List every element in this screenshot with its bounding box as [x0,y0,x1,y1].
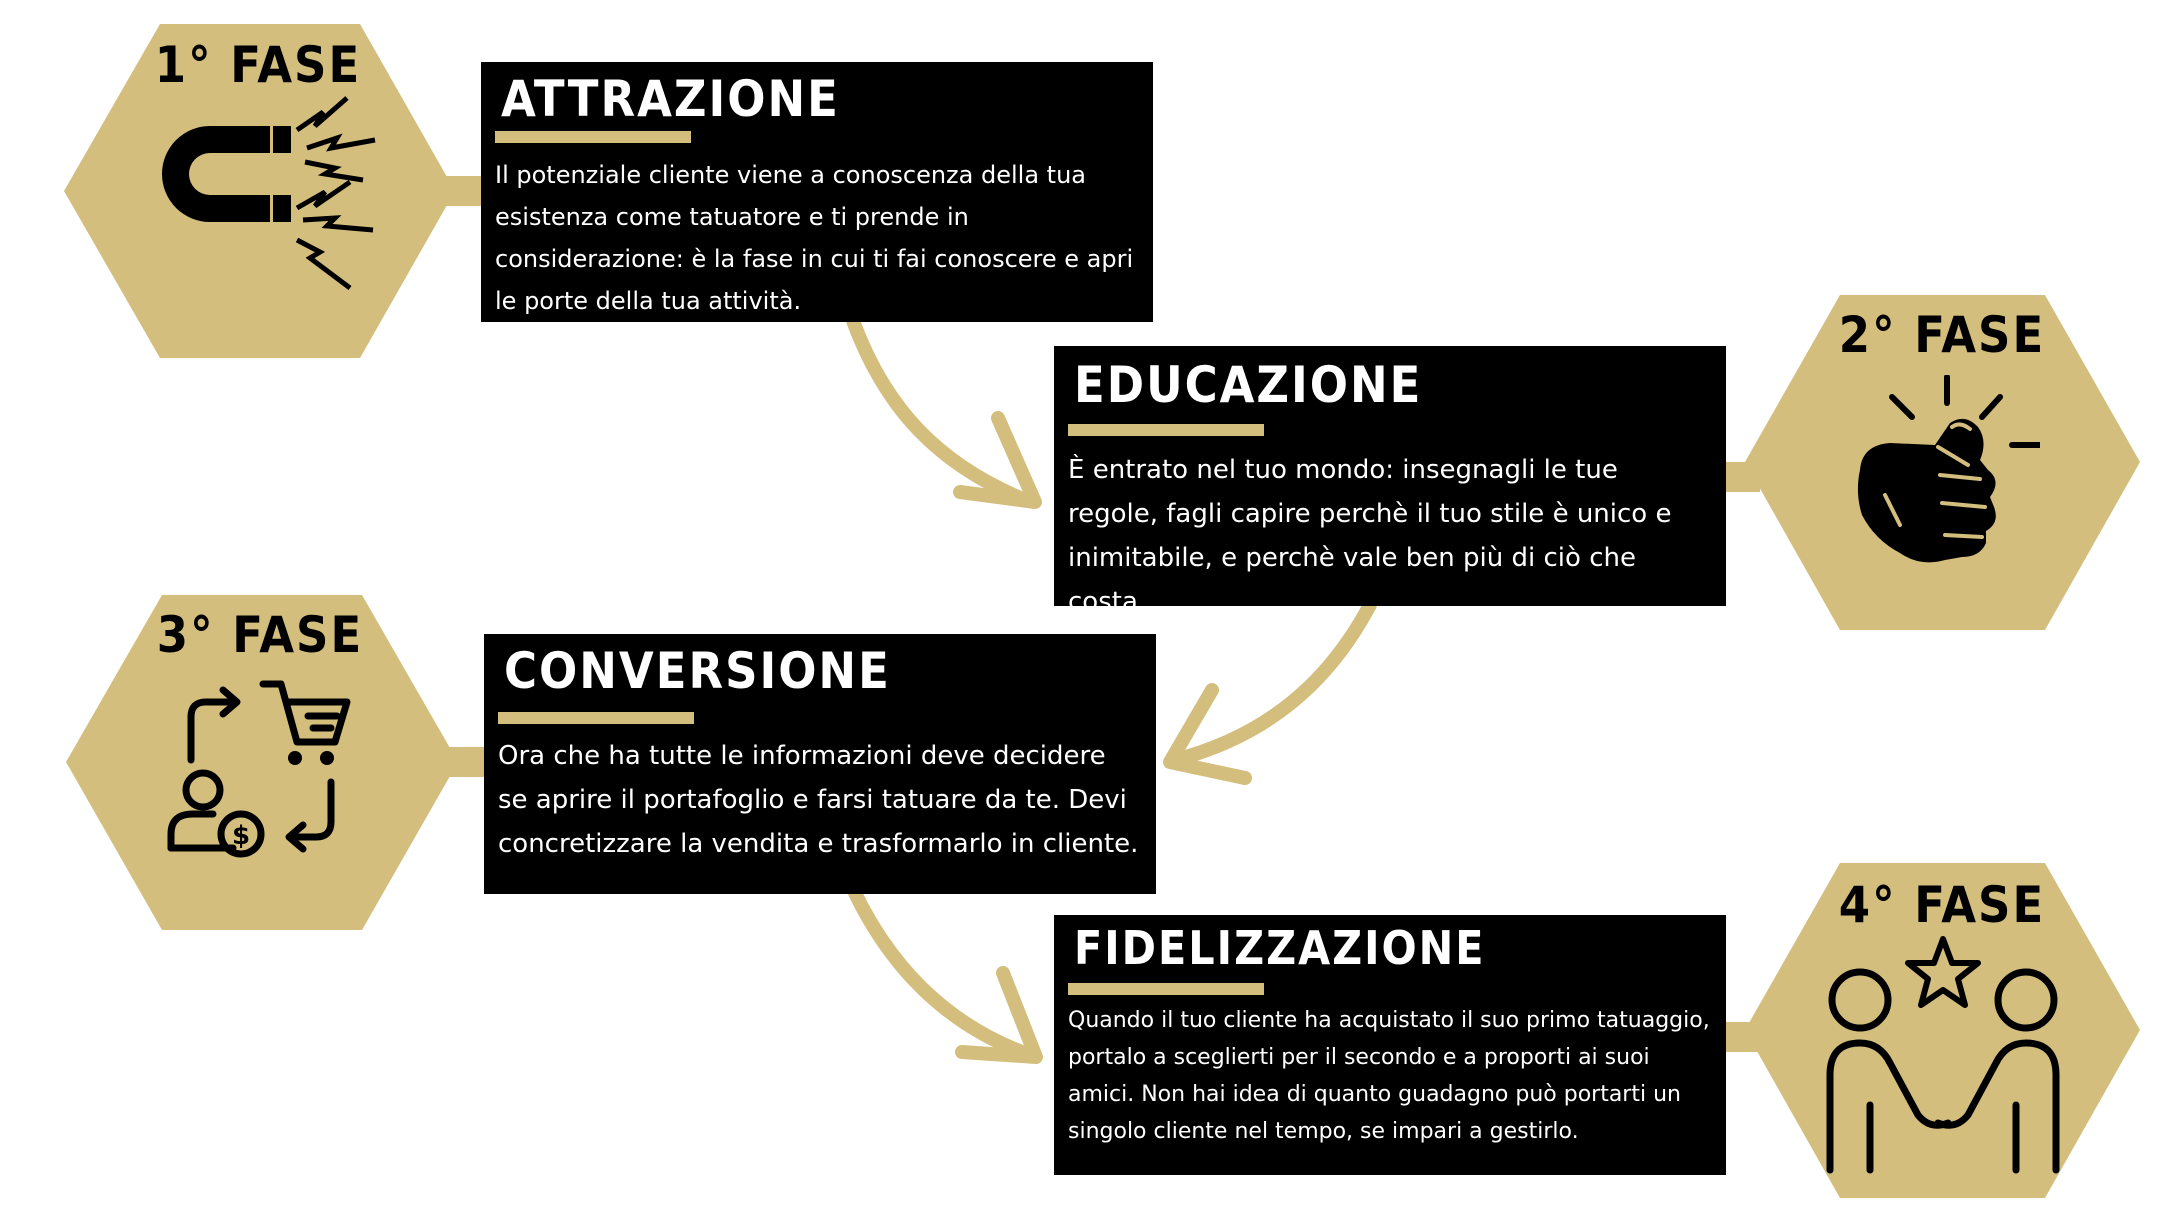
phase-label-1: 1° FASE [154,36,362,94]
magnet-icon [125,90,385,310]
phase-card-3 [484,634,1156,894]
phase-description-1: Il potenziale cliente viene a conoscenza della tua esistenza come tatuatore e ti prende in considerazione: è la fase in cui ti fai conoscere e apri le porte della tua attività. [495,161,1134,315]
phase-label-2: 2° FASE [1838,306,2046,364]
connector-phase-4 [1720,1022,1760,1052]
phase-description-4: Quando il tuo cliente ha acquistato il suo primo tatuaggio, portalo a sceglierti per il secondo e a proporti ai suoi amici. Non hai idea di quanto guadagno può portarti un singolo cliente nel tempo, se impari a gestirlo. [1068,1008,1710,1144]
phase-title-3: CONVERSIONE [504,642,891,700]
title-underline-3 [498,712,694,724]
pointing-fist-icon [1840,375,2040,575]
flow-arrow-1 [852,318,1025,500]
phase-description-2: È entrato nel tuo mondo: insegnagli le tue regole, fagli capire perchè il tuo stile è unico e inimitabile, e perchè vale ben più di ciò che costa [1068,455,1672,617]
handshake-star-icon [1818,935,2068,1175]
phase-label-4: 4° FASE [1838,876,2046,934]
connector-phase-1 [440,176,485,206]
connector-phase-2 [1720,462,1760,492]
flow-arrow-2 [1175,605,1370,760]
phase-title-2: EDUCAZIONE [1074,356,1423,414]
phase-title-1: ATTRAZIONE [501,70,840,128]
phase-card-1 [481,62,1153,322]
purchase-cycle-icon [163,672,363,872]
title-underline-4 [1068,983,1264,995]
phase-label-3: 3° FASE [156,606,364,664]
phase-description-3: Ora che ha tutte le informazioni deve decidere se aprire il portafoglio e farsi tatuare da te. Devi concretizzare la vendita e trasformarlo in cliente. [498,741,1139,859]
phase-card-2 [1054,346,1726,617]
title-underline-2 [1068,424,1264,436]
phase-card-4 [1054,915,1726,1175]
phase-title-4: FIDELIZZAZIONE [1074,921,1486,975]
connector-phase-3 [440,747,485,777]
title-underline-1 [495,131,691,143]
svg-text:$: $ [231,821,251,851]
